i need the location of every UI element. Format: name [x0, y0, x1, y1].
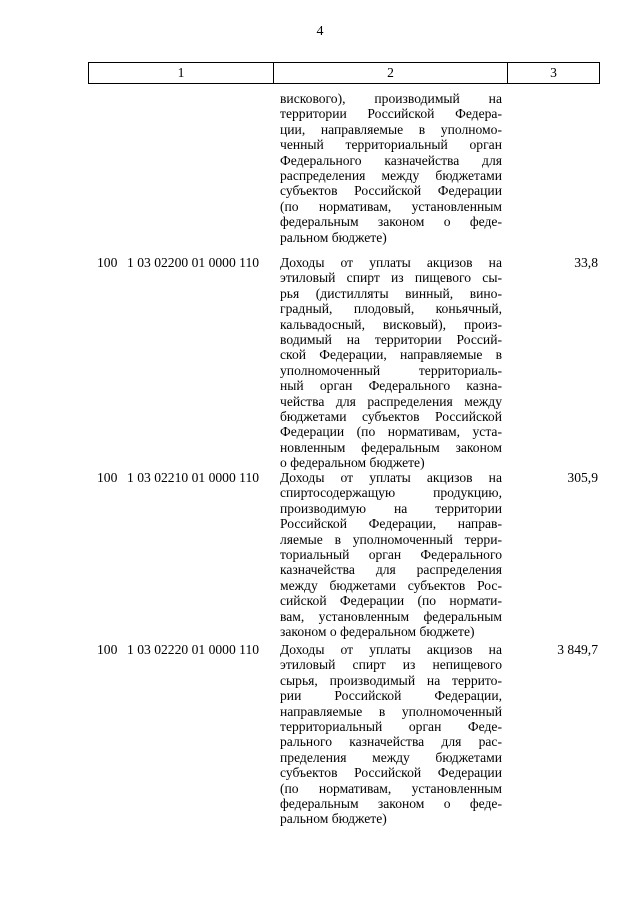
admin-code: 100 — [97, 255, 118, 270]
admin-code: 100 — [97, 642, 118, 657]
description-line: вам, установленным федеральным — [280, 608, 502, 624]
admin-code: 100 — [97, 470, 118, 485]
description-line: новленным федеральным законом — [280, 439, 502, 455]
description-line: законом о федеральном бюджете) — [280, 624, 475, 640]
description-line: рья (дистилляты винный, вино- — [280, 285, 502, 301]
description-line: ляемые в уполномоченный терри- — [280, 531, 502, 547]
description-line: ральном бюджете) — [280, 811, 387, 827]
description-line: ториальный орган Федерального — [280, 547, 502, 563]
description-line: Доходы от уплаты акцизов на — [280, 642, 502, 657]
amount-value: 305,9 — [567, 470, 598, 485]
header-cell-1: 1 — [89, 63, 274, 83]
description-line: ральном бюджете) — [280, 229, 387, 245]
description-line: водимый на территории Россий- — [280, 332, 502, 348]
description-line: вискового), производимый на — [280, 91, 502, 106]
page-number: 4 — [316, 24, 324, 39]
description-line: Федерального казначейства для — [280, 152, 502, 168]
description-line: бюджетами субъектов Российской — [280, 409, 502, 425]
description-line: субъектов Российской Федерации — [280, 183, 502, 199]
description-line: федеральным законом о феде- — [280, 214, 502, 230]
description-line: субъектов Российской Федерации — [280, 765, 502, 781]
description-line: уполномоченный территориаль- — [280, 362, 502, 378]
description-line: Доходы от уплаты акцизов на — [280, 255, 502, 270]
description-line: о федеральном бюджете) — [280, 455, 425, 471]
description-line: рии Российской Федерации, — [280, 688, 502, 704]
description-line: направляемые в уполномоченный — [280, 703, 502, 719]
description-line: градный, плодовый, коньячный, — [280, 301, 502, 317]
description-line: спиртосодержащую продукцию, — [280, 485, 502, 501]
description-line: ный орган Федерального казна- — [280, 378, 502, 394]
description-line: (по нормативам, установленным — [280, 198, 502, 214]
budget-classification-code: 1 03 02220 01 0000 110 — [127, 642, 260, 657]
description-line: Доходы от уплаты акцизов на — [280, 470, 502, 485]
continuation-description — [280, 91, 502, 245]
revenue-description — [280, 642, 502, 827]
description-line: этиловый спирт из пищевого сы- — [280, 270, 502, 286]
description-line: (по нормативам, установленным — [280, 780, 502, 796]
description-line: сырья, производимый на террито- — [280, 672, 502, 688]
description-line: ской Федерации, направляемые в — [280, 347, 502, 363]
description-line: территориальный орган Феде- — [280, 719, 502, 735]
description-line: федеральным законом о феде- — [280, 796, 502, 812]
description-line: производимую на территории — [280, 500, 502, 516]
description-line: Федерации (по нормативам, уста- — [280, 424, 502, 440]
revenue-description — [280, 470, 502, 639]
description-line: между бюджетами субъектов Рос- — [280, 577, 502, 593]
description-line: Российской Федерации, направ- — [280, 516, 502, 532]
description-line: кальвадосный, висковый), произ- — [280, 316, 502, 332]
description-line: ции, направляемые в уполномо- — [280, 121, 502, 137]
description-line: территории Российской Федера- — [280, 106, 502, 122]
header-cell-2: 2 — [274, 63, 508, 83]
description-line: казначейства для распределения — [280, 562, 502, 578]
description-line: чейства для распределения между — [280, 393, 502, 409]
budget-classification-code: 1 03 02210 01 0000 110 — [127, 470, 260, 485]
amount-value: 3 849,7 — [557, 642, 598, 657]
budget-classification-code: 1 03 02200 01 0000 110 — [127, 255, 260, 270]
description-line: этиловый спирт из непищевого — [280, 657, 502, 673]
description-line: распределения между бюджетами — [280, 168, 502, 184]
amount-value: 33,8 — [574, 255, 598, 270]
description-line: рального казначейства для рас- — [280, 734, 502, 750]
table-header — [88, 62, 600, 84]
description-line: пределения между бюджетами — [280, 749, 502, 765]
description-line: ченный территориальный орган — [280, 137, 502, 153]
revenue-description — [280, 255, 502, 471]
description-line: сийской Федерации (по нормати- — [280, 593, 502, 609]
header-cell-3: 3 — [550, 65, 557, 81]
